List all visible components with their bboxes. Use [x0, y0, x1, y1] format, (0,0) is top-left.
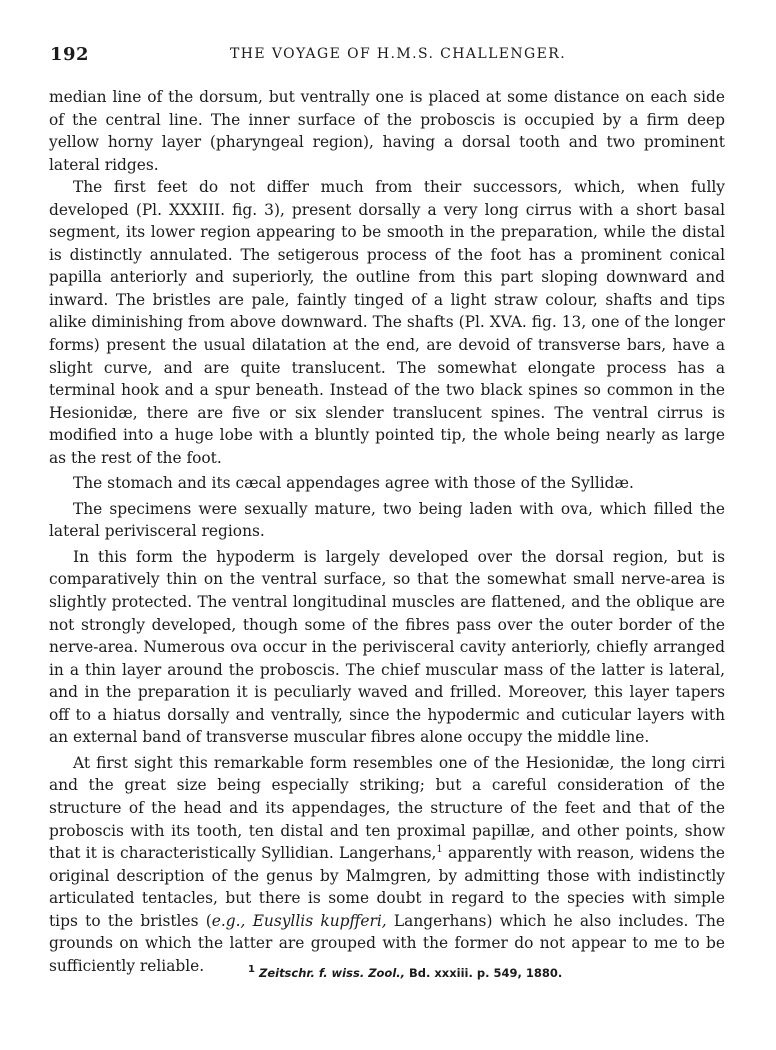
paragraph-2: The first feet do not differ much from their successors, which, when fully developed (Pl. XXXIII. fig. 3), present dorsally a very long cirrus with a short basal segment, its lower region appearing to be smooth in the preparation, while the distal is distinctly annulated. The setigerous process of the foot has a prominent conical papilla anteriorly and superiorly, the outline from this part sloping downward and inward. The bristles are pale, faintly tinged of a light straw colour, shafts and tips alike diminishing from above downward. The shafts (Pl. XVA. fig. 13, one of the longer forms) present the usual dilatation at the end, are devoid of transverse bars, have a slight curve, and are quite translucent. The somewhat elongate process has a terminal hook and a spur beneath. Instead of the two black spines so common in the Hesionidæ, there are five or six slender translucent spines. The ventral cirrus is modified into a huge lobe with a bluntly pointed tip, the whole being nearly as large as the rest of the foot.: [49, 178, 725, 467]
paragraph-6-part-c: Langerhans) which he also includes. The grounds on which the latter are grouped with the former do not appear to me to be sufficiently reliable.: [49, 911, 725, 975]
footnote-citation: Bd. xxxiii. p. 549, 1880.: [405, 966, 563, 980]
paragraph-6: [49, 752, 725, 977]
footnote-reference: 1: [436, 843, 443, 855]
species-citation: e.g., Eusyllis kupfferi,: [211, 911, 387, 930]
body-text: [49, 86, 725, 977]
paragraph-6-part-b: apparently with reason, widens the original description of the genus by Malmgren, by admitting those with indistinctly articulated tentacles, but there is some doubt in regard to the species with simple tips to the bristles (: [49, 844, 725, 930]
paragraph-1: median line of the dorsum, but ventrally one is placed at some distance on each side of the central line. The inner surface of the proboscis is occupied by a firm deep yellow horny layer (pharyngeal region), having a dorsal tooth and two prominent lateral ridges.: [49, 88, 725, 174]
footnote-mark: 1: [248, 964, 255, 976]
running-head: THE VOYAGE OF H.M.S. CHALLENGER.: [230, 46, 567, 62]
page-header: [50, 44, 725, 68]
paragraph-5: In this form the hypoderm is largely developed over the dorsal region, but is comparatively thin on the ventral surface, so that the somewhat small nerve-area is slightly protected. The ventral longitudinal muscles are flattened, and the oblique are not strongly developed, though some of the fibres pass over the outer border of the nerve-area. Numerous ova occur in the perivisceral cavity anteriorly, chiefly arranged in a thin layer around the proboscis. The chief muscular mass of the latter is lateral, and in the preparation it is peculiarly waved and frilled. Moreover, this layer tapers off to a hiatus dorsally and ventrally, since the hypodermic and cuticular layers with an external band of transverse muscular fibres alone occupy the middle line.: [49, 547, 725, 747]
paragraph-4: The specimens were sexually mature, two being laden with ova, which filled the lateral perivisceral regions.: [49, 499, 725, 541]
page-number: 192: [50, 44, 90, 65]
paragraph-6-part-a: At first sight this remarkable form resembles one of the Hesionidæ, the long cirri and the great size being especially striking; but a careful consideration of the structure of the head and its appendages, the structure of the feet and that of the proboscis with its tooth, ten distal and ten proximal papillæ, and other points, show that it is characteristically Syllidian. Langerhans,: [49, 753, 725, 863]
paragraph-3: The stomach and its cæcal appendages agree with those of the Syllidæ.: [73, 474, 634, 493]
footnote: [248, 966, 562, 980]
footnote-journal: Zeitschr. f. wiss. Zool.,: [258, 966, 406, 980]
